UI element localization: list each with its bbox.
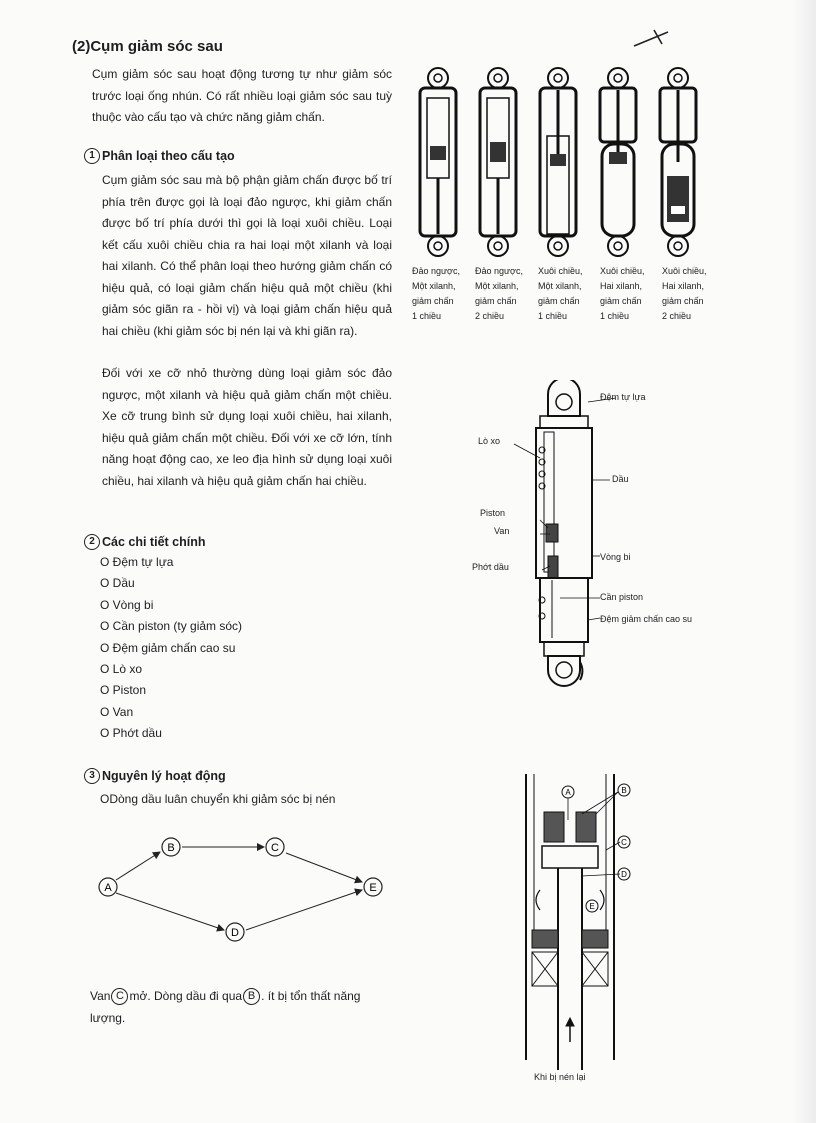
section3-heading [84,768,226,784]
flow-arrow-d-e [246,890,362,930]
section1-heading [84,148,235,164]
shock-cutaway-figure [460,380,740,710]
flow-node-b: B [167,842,175,854]
label-can-piston: Cần piston [600,592,644,602]
section3-number: 3 [84,768,100,784]
section3-note [90,985,390,1029]
shock-type-1-drawing [420,68,456,256]
type-caption-1 [412,264,474,324]
caption-line: 1 chiều [538,311,568,321]
section2-number: 2 [84,534,100,550]
shock-type-4-drawing [600,68,636,256]
list-item: O Van [100,704,134,719]
section1-paragraph-1: Cụm giảm sóc sau mà bộ phận giảm chấn được bố trí phía trên được gọi là loại đảo ngược, khi giảm chấn được bố trí phía dưới thì gọi là loại xuôi chiều. Loại kết cấu xuôi chiều chia ra hai loại một xilanh và loại hai xilanh. Có thể phân loại theo hướng giảm chấn có hiệu quả, có loại giảm chấn hiệu quả một chiều (khi giảm sóc giãn ra - hồi vị) và loại giảm chấn hiệu quả hai chiều (khi giảm sóc bị nén lại và khi giãn ra). [102,173,392,338]
caption-line: Xuôi chiều, [538,266,583,276]
caption-line: Một xilanh, [412,281,456,291]
shock-types-figure [410,66,710,262]
caption-line: Đảo ngược, [412,266,460,276]
callout-c: C [621,838,627,847]
label-lo-xo: Lò xo [478,436,501,446]
label-dem-tu-lua: Đệm tự lựa [600,392,646,402]
caption-line: Hai xilanh, [600,281,643,291]
type-caption-5 [662,264,724,324]
label-dau: Dầu [612,474,629,484]
caption-line: giảm chấn [600,296,642,306]
list-item: O Piston [100,683,147,698]
intro-paragraph: Cụm giảm sóc sau hoạt động tương tự như giảm sóc trước loại ống nhún. Có rất nhiều loại giảm sóc sau tuỳ thuộc vào cấu tạo và chức năng giảm chấn. [92,67,392,124]
oil-flow-diagram [90,830,400,950]
caption-line: giảm chấn [538,296,580,306]
caption-line: 1 chiều [412,311,442,321]
note-part2: mở. Dòng dầu đi qua [129,989,243,1003]
note-part1: Van [90,989,111,1003]
section3-title: Nguyên lý hoạt động [102,769,226,783]
caption-line: giảm chấn [662,296,704,306]
flow-arrow-a-b [116,852,160,880]
caption-line: Xuôi chiều, [600,266,645,276]
page-edge-shade [792,0,816,1123]
label-vong-bi: Vòng bi [600,552,631,562]
caption-line: Xuôi chiều, [662,266,707,276]
shock-type-3-drawing [540,68,576,256]
caption-line: giảm chấn [475,296,517,306]
caption-line: 2 chiều [475,311,505,321]
shock-type-2-drawing [480,68,516,256]
label-piston: Piston [480,508,506,518]
caption-line: 2 chiều [662,311,692,321]
label-phot-dau: Phớt dầu [472,562,509,572]
section3-subtitle: ODòng dầu luân chuyển khi giảm sóc bị nén [100,792,336,806]
caption-line: Đảo ngược, [475,266,523,276]
flow-arrow-a-d [116,893,224,930]
list-item: O Đệm giảm chấn cao su [100,640,236,655]
caption-line: Hai xilanh, [662,281,705,291]
callout-b: B [621,786,627,795]
section2-title: Các chi tiết chính [102,535,206,549]
caption-line: Một xilanh, [475,281,519,291]
flow-node-d: D [231,927,239,939]
callout-d: D [621,870,627,879]
flow-node-e: E [369,882,377,894]
section1-title: Phân loại theo cấu tạo [102,149,235,163]
list-item: O Vòng bi [100,597,154,612]
type-caption-2 [475,264,537,324]
compression-caption: Khi bị nén lại [534,1072,586,1082]
corner-mark-icon [632,28,672,50]
flow-arrow-c-e [286,853,362,882]
note-part3: . ít bị tổn thất năng lượng. [90,989,361,1025]
section2-heading [84,534,206,550]
note-valve-c: C [111,988,128,1005]
caption-line: giảm chấn [412,296,454,306]
callout-e: E [589,902,595,911]
section1-paragraph-2: Đối với xe cỡ nhỏ thường dùng loại giảm sóc đảo ngược, một xilanh và hiệu quả giảm chấn một chiều. Xe cỡ trung bình sử dụng loại xuôi chiều, hai xilanh, hiệu quả giảm chấn một chiều. Đối với xe cỡ lớn, tính năng hoạt động cao, xe leo địa hình sử dụng loại xuôi chiều, hai xilanh và hiệu quả giảm chấn hai chiều. [102,366,392,488]
callout-a: A [565,788,571,797]
caption-line: 1 chiều [600,311,630,321]
list-item: O Phớt dầu [100,726,162,741]
list-item: O Dầu [100,576,135,591]
list-item: O Đệm tự lựa [100,555,174,569]
flow-node-c: C [271,842,279,854]
shock-type-5-drawing [660,68,696,256]
compression-detail-figure [510,770,650,1080]
list-item: O Cần piston (ty giảm sóc) [100,619,243,634]
label-van: Van [494,526,510,536]
note-passage-b: B [243,988,260,1005]
flow-node-a: A [104,882,112,894]
caption-line: Một xilanh, [538,281,582,291]
type-caption-4 [600,264,662,324]
label-dem-giam-chan: Đệm giảm chấn cao su [600,614,693,624]
list-item: O Lò xo [100,662,143,677]
parts-list [100,552,242,745]
section1-number: 1 [84,148,100,164]
type-caption-3 [538,264,600,324]
page-title: (2)Cụm giảm sóc sau [72,38,223,55]
